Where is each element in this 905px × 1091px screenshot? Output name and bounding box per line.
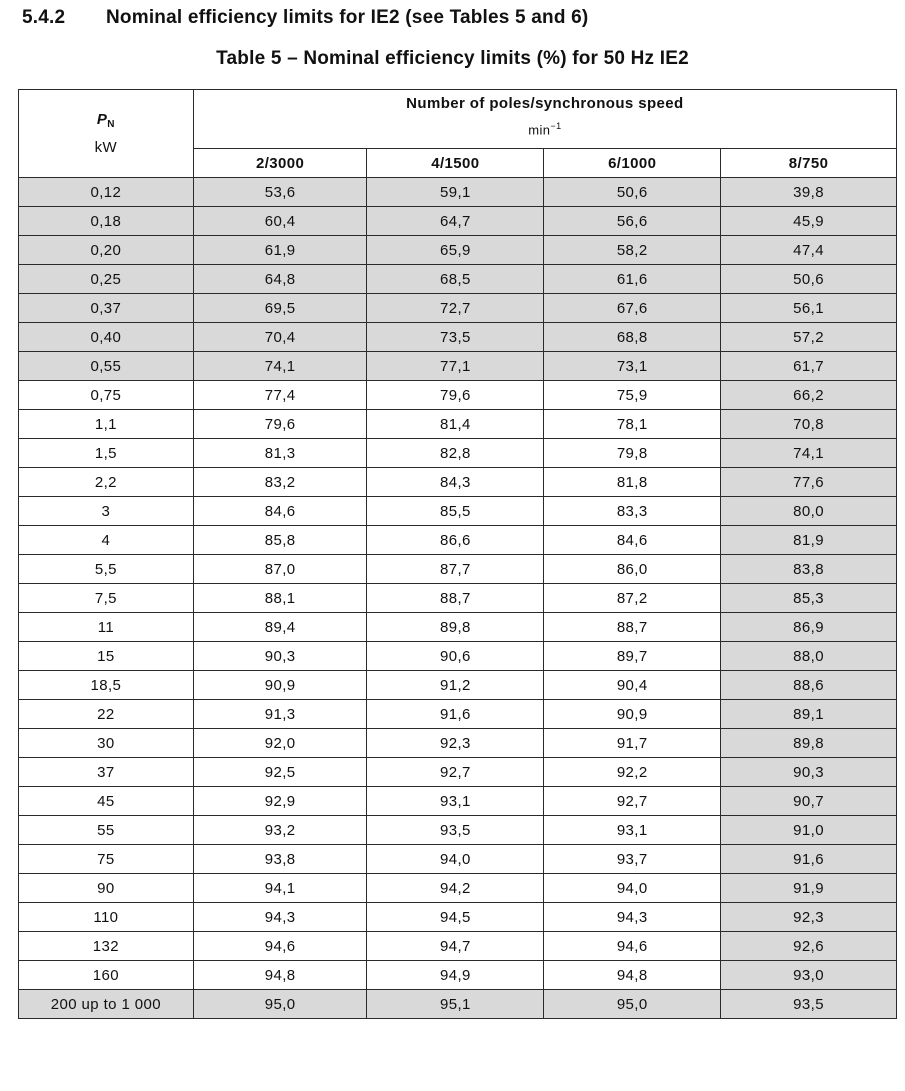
table-row [19, 468, 897, 497]
value-cell: 87,0 [193, 555, 367, 584]
pn-header [19, 90, 194, 178]
pn-cell: 30 [19, 729, 194, 758]
value-cell: 90,6 [367, 642, 544, 671]
value-cell: 57,2 [721, 323, 897, 352]
value-cell: 93,2 [193, 816, 367, 845]
value-cell: 75,9 [544, 381, 721, 410]
table-row [19, 787, 897, 816]
value-cell: 91,0 [721, 816, 897, 845]
value-cell: 84,6 [544, 526, 721, 555]
value-cell: 91,2 [367, 671, 544, 700]
speed-unit-base: min [528, 122, 551, 138]
value-cell: 92,3 [721, 903, 897, 932]
pn-cell: 55 [19, 816, 194, 845]
value-cell: 78,1 [544, 410, 721, 439]
value-cell: 81,9 [721, 526, 897, 555]
value-cell: 84,6 [193, 497, 367, 526]
pn-cell: 0,20 [19, 236, 194, 265]
table-row [19, 294, 897, 323]
value-cell: 92,3 [367, 729, 544, 758]
value-cell: 93,1 [367, 787, 544, 816]
value-cell: 61,9 [193, 236, 367, 265]
value-cell: 90,7 [721, 787, 897, 816]
column-header: 4/1500 [367, 149, 544, 178]
value-cell: 94,8 [193, 961, 367, 990]
table-row [19, 497, 897, 526]
value-cell: 95,0 [544, 990, 721, 1019]
value-cell: 92,7 [367, 758, 544, 787]
value-cell: 94,0 [367, 845, 544, 874]
pn-cell: 0,37 [19, 294, 194, 323]
value-cell: 91,6 [367, 700, 544, 729]
value-cell: 95,1 [367, 990, 544, 1019]
value-cell: 92,9 [193, 787, 367, 816]
value-cell: 94,2 [367, 874, 544, 903]
table-row [19, 729, 897, 758]
value-cell: 88,6 [721, 671, 897, 700]
pn-cell: 0,25 [19, 265, 194, 294]
value-cell: 70,4 [193, 323, 367, 352]
value-cell: 90,9 [193, 671, 367, 700]
value-cell: 65,9 [367, 236, 544, 265]
value-cell: 93,5 [721, 990, 897, 1019]
value-cell: 64,8 [193, 265, 367, 294]
value-cell: 94,6 [193, 932, 367, 961]
value-cell: 67,6 [544, 294, 721, 323]
section-heading [22, 7, 588, 29]
value-cell: 89,4 [193, 613, 367, 642]
value-cell: 79,8 [544, 439, 721, 468]
table-row [19, 990, 897, 1019]
table-row [19, 613, 897, 642]
value-cell: 93,0 [721, 961, 897, 990]
table-row [19, 410, 897, 439]
value-cell: 91,7 [544, 729, 721, 758]
value-cell: 89,7 [544, 642, 721, 671]
value-cell: 93,8 [193, 845, 367, 874]
value-cell: 90,4 [544, 671, 721, 700]
value-cell: 81,3 [193, 439, 367, 468]
value-cell: 92,7 [544, 787, 721, 816]
table-title: Table 5 – Nominal efficiency limits (%) for 50 Hz IE2 [216, 48, 689, 69]
value-cell: 87,2 [544, 584, 721, 613]
column-header: 8/750 [721, 149, 897, 178]
value-cell: 77,1 [367, 352, 544, 381]
value-cell: 93,1 [544, 816, 721, 845]
value-cell: 80,0 [721, 497, 897, 526]
value-cell: 91,6 [721, 845, 897, 874]
poles-group-label: Number of poles/synchronous speed [406, 95, 684, 112]
value-cell: 84,3 [367, 468, 544, 497]
table-row [19, 439, 897, 468]
value-cell: 88,7 [367, 584, 544, 613]
value-cell: 86,9 [721, 613, 897, 642]
value-cell: 90,9 [544, 700, 721, 729]
pn-cell: 1,5 [19, 439, 194, 468]
value-cell: 89,8 [721, 729, 897, 758]
pn-unit: kW [94, 139, 118, 156]
value-cell: 61,7 [721, 352, 897, 381]
table-row [19, 381, 897, 410]
value-cell: 88,1 [193, 584, 367, 613]
value-cell: 94,0 [544, 874, 721, 903]
value-cell: 87,7 [367, 555, 544, 584]
table-row [19, 178, 897, 207]
value-cell: 79,6 [367, 381, 544, 410]
value-cell: 89,1 [721, 700, 897, 729]
value-cell: 92,5 [193, 758, 367, 787]
value-cell: 85,3 [721, 584, 897, 613]
pn-cell: 3 [19, 497, 194, 526]
value-cell: 93,7 [544, 845, 721, 874]
table-row [19, 671, 897, 700]
table-row [19, 236, 897, 265]
value-cell: 94,7 [367, 932, 544, 961]
value-cell: 88,0 [721, 642, 897, 671]
value-cell: 50,6 [544, 178, 721, 207]
value-cell: 93,5 [367, 816, 544, 845]
speed-unit-exponent: −1 [550, 121, 562, 131]
pn-subscript: N [107, 119, 115, 130]
value-cell: 94,3 [544, 903, 721, 932]
value-cell: 92,2 [544, 758, 721, 787]
column-header: 6/1000 [544, 149, 721, 178]
table-row [19, 961, 897, 990]
value-cell: 77,6 [721, 468, 897, 497]
table-row [19, 845, 897, 874]
table-row [19, 207, 897, 236]
table-row [19, 816, 897, 845]
pn-cell: 132 [19, 932, 194, 961]
value-cell: 74,1 [721, 439, 897, 468]
value-cell: 88,7 [544, 613, 721, 642]
pn-cell: 0,55 [19, 352, 194, 381]
pn-cell: 11 [19, 613, 194, 642]
table-row [19, 932, 897, 961]
value-cell: 85,5 [367, 497, 544, 526]
value-cell: 90,3 [721, 758, 897, 787]
value-cell: 95,0 [193, 990, 367, 1019]
pn-cell: 15 [19, 642, 194, 671]
value-cell: 73,5 [367, 323, 544, 352]
table-row [19, 700, 897, 729]
pn-cell: 5,5 [19, 555, 194, 584]
pn-cell: 45 [19, 787, 194, 816]
value-cell: 83,3 [544, 497, 721, 526]
pn-cell: 160 [19, 961, 194, 990]
section-number: 5.4.2 [22, 7, 66, 28]
column-header: 2/3000 [193, 149, 367, 178]
table-row [19, 584, 897, 613]
table-row [19, 903, 897, 932]
pn-cell: 7,5 [19, 584, 194, 613]
value-cell: 60,4 [193, 207, 367, 236]
value-cell: 77,4 [193, 381, 367, 410]
value-cell: 81,8 [544, 468, 721, 497]
table-row [19, 265, 897, 294]
value-cell: 92,6 [721, 932, 897, 961]
value-cell: 66,2 [721, 381, 897, 410]
value-cell: 47,4 [721, 236, 897, 265]
value-cell: 45,9 [721, 207, 897, 236]
value-cell: 68,8 [544, 323, 721, 352]
value-cell: 91,9 [721, 874, 897, 903]
value-cell: 94,6 [544, 932, 721, 961]
value-cell: 74,1 [193, 352, 367, 381]
value-cell: 53,6 [193, 178, 367, 207]
pn-cell: 1,1 [19, 410, 194, 439]
value-cell: 85,8 [193, 526, 367, 555]
value-cell: 50,6 [721, 265, 897, 294]
pn-cell: 75 [19, 845, 194, 874]
pn-cell: 90 [19, 874, 194, 903]
pn-cell: 0,40 [19, 323, 194, 352]
efficiency-table [18, 89, 897, 1019]
value-cell: 56,6 [544, 207, 721, 236]
value-cell: 81,4 [367, 410, 544, 439]
value-cell: 68,5 [367, 265, 544, 294]
pn-cell: 4 [19, 526, 194, 555]
table-row [19, 352, 897, 381]
speed-unit [194, 117, 896, 139]
pn-cell: 18,5 [19, 671, 194, 700]
value-cell: 61,6 [544, 265, 721, 294]
table-row [19, 874, 897, 903]
value-cell: 83,8 [721, 555, 897, 584]
value-cell: 79,6 [193, 410, 367, 439]
table-row [19, 323, 897, 352]
section-title: Nominal efficiency limits for IE2 (see Tables 5 and 6) [106, 7, 589, 28]
value-cell: 73,1 [544, 352, 721, 381]
value-cell: 39,8 [721, 178, 897, 207]
pn-cell: 0,18 [19, 207, 194, 236]
value-cell: 86,6 [367, 526, 544, 555]
value-cell: 69,5 [193, 294, 367, 323]
pn-cell: 0,75 [19, 381, 194, 410]
value-cell: 83,2 [193, 468, 367, 497]
value-cell: 94,9 [367, 961, 544, 990]
value-cell: 90,3 [193, 642, 367, 671]
value-cell: 56,1 [721, 294, 897, 323]
value-cell: 94,1 [193, 874, 367, 903]
value-cell: 86,0 [544, 555, 721, 584]
table-row [19, 758, 897, 787]
table-row [19, 555, 897, 584]
value-cell: 70,8 [721, 410, 897, 439]
pn-cell: 0,12 [19, 178, 194, 207]
value-cell: 94,3 [193, 903, 367, 932]
value-cell: 58,2 [544, 236, 721, 265]
value-cell: 59,1 [367, 178, 544, 207]
table-body [19, 178, 897, 1019]
pn-symbol: P [96, 111, 108, 128]
pn-cell: 200 up to 1 000 [19, 990, 194, 1019]
value-cell: 89,8 [367, 613, 544, 642]
value-cell: 91,3 [193, 700, 367, 729]
table-row [19, 642, 897, 671]
value-cell: 94,8 [544, 961, 721, 990]
pn-cell: 2,2 [19, 468, 194, 497]
pn-cell: 110 [19, 903, 194, 932]
table-row [19, 526, 897, 555]
pn-cell: 37 [19, 758, 194, 787]
value-cell: 64,7 [367, 207, 544, 236]
pn-cell: 22 [19, 700, 194, 729]
value-cell: 82,8 [367, 439, 544, 468]
value-cell: 72,7 [367, 294, 544, 323]
value-cell: 94,5 [367, 903, 544, 932]
value-cell: 92,0 [193, 729, 367, 758]
poles-group-header [193, 90, 896, 149]
